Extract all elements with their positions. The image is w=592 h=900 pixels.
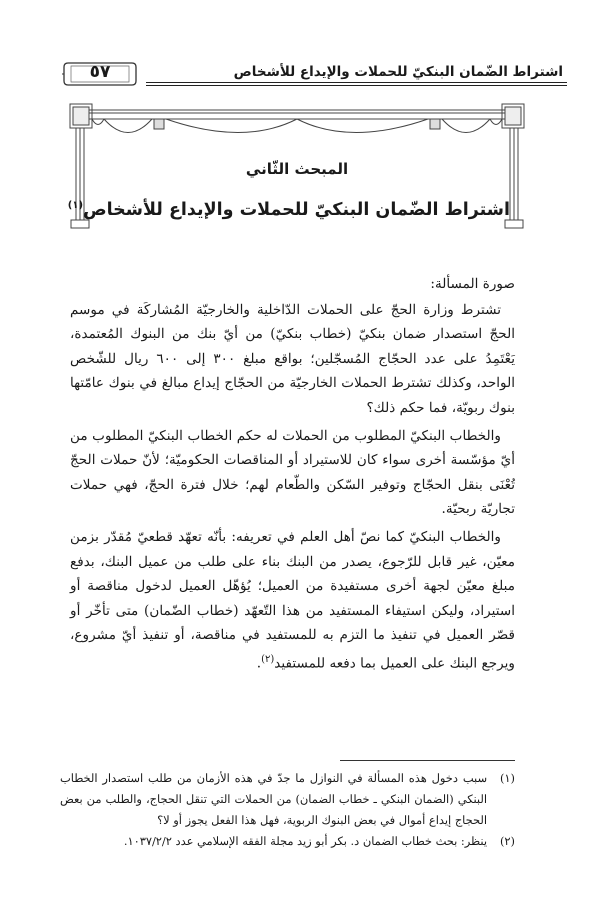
footnotes [60,768,515,852]
body-text [70,272,515,676]
header-rule [146,82,567,86]
paragraph: تشترط وزارة الحجّ على الحملات الدّاخلية والخارجيّة المُشاركَة في موسم الحجّ استصدار ضمان بنكيّ (خطاب بنكيّ) من أيّ بنك من البنوك المُعتمدة، يَعْتَمِدُ على عدد الحجّاج المُسجّلين؛ بواقع مبلغ ٣٠٠ إلى ٦٠٠ ريال للشّخص الواحد، وكذلك تشترط الحملات الخارجيّة من الحجّاج إيداع مبالغ في بنوك عامّتها بنوك ربويّة، فما حكم ذلك؟ [70,301,515,416]
page-number-cartouche [62,60,138,88]
paragraph-text: والخطاب البنكيّ كما نصّ أهل العلم في تعريفه: بأنّه تعهّد قطعيّ مُقدّر بزمن معيّن، غير قابل للرّجوع، يصدر من البنك بناء على طلب من عميل البنك، بدفع مبلغ معيّن لجهة أخرى مستفيدة من العميل؛ يُؤهّل العميل لدخول مناقصة أو استيراد، وليكن استيفاء المستفيد من هذا التّعهّد (خطاب الضّمان) متى تأخّر أو قصّر العميل في تنفيذ ما التزم به للمستفيد في مناقصة، أو تنفيذ أيّ مشروع، ويرجع البنك على العميل بما دفعه للمستفيد [70,528,515,672]
footnote-ref-2: (٢) [261,653,275,665]
running-header [62,60,567,90]
footnote-text: سبب دخول هذه المسألة في النوازل ما جدّ في هذه الأزمان من طلب استصدار الخطاب البنكي (الضمان البنكي ـ خطاب الضمان) من الحملات التي تنقل الحجاج، والطلب من بعض الحجاج إيداع أموال في بعض البنوك الربوية، فهل هذا الفعل يجوز أو لا؟ [60,771,487,827]
section-title-frame [64,100,530,235]
footnote [60,768,515,831]
footnote-text: ينظر: بحث خطاب الضمان د. بكر أبو زيد مجلة الفقه الإسلامي عدد ١٠٣٧/٢/٢. [123,834,487,848]
running-title: اشتراط الضّمان البنكيّ للحملات والإيداع للأشخاص [233,64,563,80]
footnote-rule [340,760,515,761]
section-title-text: اشتراط الضّمان البنكيّ للحملات والإيداع للأشخاص [83,200,510,220]
footnote [60,831,515,852]
footnote-number: (٢) [499,834,515,848]
paragraph [70,525,515,676]
section-title [67,200,510,220]
footnote-number: (١) [499,771,515,785]
page-number: ٥٧ [89,62,111,82]
footnote-ref-1: (١) [67,200,84,212]
paragraph: والخطاب البنكيّ المطلوب من الحملات له حكم الخطاب البنكيّ المطلوب من أيّ مؤسّسة أخرى سواء كان للاستيراد أو المناقصات الحكوميّة؛ لأنّ حملات الحجّ تُعْنَى بنقل الحجّاج وتوفير السّكن والطّعام لهم؛ خلال فترة الحجّ، فهي حملات تجاريّة ربحيّة. [70,427,515,518]
paragraph-end-punctuation: . [256,655,262,672]
section-label: المبحث الثّاني [245,160,349,178]
subheading: صورة المسألة: [430,276,515,292]
